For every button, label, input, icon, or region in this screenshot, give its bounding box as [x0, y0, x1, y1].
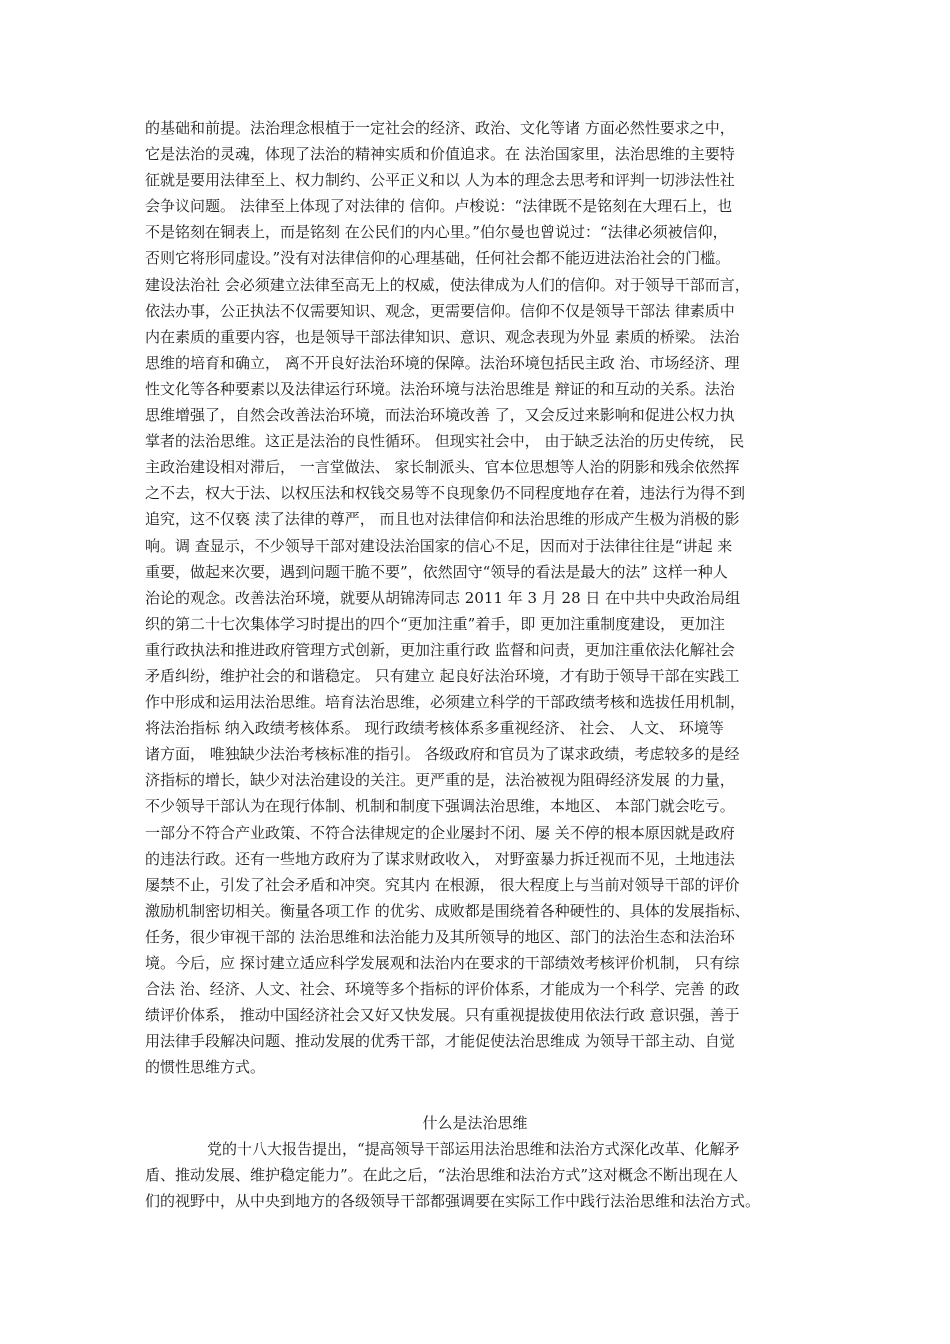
text-line: 的惯性思维方式。 — [145, 1058, 266, 1077]
text-line: 征就是要用法律至上、权力制约、公平正义和以 人为本的理念去思考和评判一切涉法性社 — [145, 171, 735, 190]
text-line: 性文化等各种要素以及法律运行环境。法治环境与法治思维是 辩证的和互动的关系。法治 — [145, 379, 735, 398]
text-line: 们的视野中，从中央到地方的各级领导干部都强调要在实际工作中践行法治思维和法治方式。 — [145, 1192, 761, 1211]
text-line: 绩评价体系， 推动中国经济社会又好又快发展。只有重视提拔使用依法行政 意识强，善于 — [145, 1006, 740, 1025]
text-line: 之不去，权大于法、以权压法和权钱交易等不良现象仍不同程度地存在着，违法行为得不到 — [145, 484, 746, 503]
text-line: 不少领导干部认为在现行体制、机制和制度下强调法治思维，本地区、 本部门就会吃亏。 — [145, 797, 735, 816]
text-line: 它是法治的灵魂，体现了法治的精神实质和价值追求。在 法治国家里，法治思维的主要特 — [145, 145, 735, 164]
text-line: 境。今后，应 探讨建立适应科学发展观和法治内在要求的干部绩效考核评价机制， 只有综 — [145, 954, 740, 972]
text-line: 济指标的增长，缺少对法治建设的关注。更严重的是，法治被视为阻碍经济发展 的力量， — [145, 771, 735, 790]
text-line: 作中形成和运用法治思维。培育法治思维，必须建立科学的干部政绩考核和选拔任用机制， — [145, 693, 746, 712]
text-line: 合法 治、经济、人文、社会、环境等多个指标的评价体系，才能成为一个科学、完善 的政 — [145, 980, 740, 999]
text-line: 依法办事，公正执法不仅需要知识、观念，更需要信仰。信仰不仅是领导干部法 律素质中 — [145, 301, 735, 320]
section-title: 什么是法治思维 — [422, 1114, 528, 1132]
text-line: 屡禁不止，引发了社会矛盾和冲突。究其内 在根源， 很大程度上与当前对领导干部的评价 — [145, 875, 740, 894]
text-line: 内在素质的重要内容，也是领导干部法律知识、意识、观念表现为外显 素质的桥梁。 法治 — [145, 327, 740, 346]
text-line: 会争议问题。 法律至上体现了对法律的 信仰。卢梭说：“法律既不是铭刻在大理石上，也 — [145, 197, 733, 216]
text-line: 掌者的法治思维。这正是法治的良性循环。 但现实社会中， 由于缺乏法治的历史传统， 民 — [145, 432, 745, 451]
text-line: 的基础和前提。法治理念根植于一定社会的经济、政治、文化等诸 方面必然性要求之中， — [145, 119, 735, 137]
text-line: 追究，这不仅亵 渎了法律的尊严， 而且也对法律信仰和法治思维的形成产生极为消极的影 — [145, 510, 740, 529]
text-line: 织的第二十七次集体学习时提出的四个“更加注重”着手，即 更加注重制度建设， 更加注 — [145, 614, 725, 633]
text-line: 主政治建设相对滞后， 一言堂做法、 家长制派头、官本位思想等人治的阴影和残余依然挥 — [145, 458, 740, 477]
text-line: 党的十八大报告提出，“提高领导干部运用法治思维和法治方式深化改革、化解矛 — [207, 1140, 740, 1158]
text-line: 激励机制密切相关。衡量各项工作 的优劣、成败都是围绕着各种硬性的、具体的发展指标、 — [145, 901, 750, 920]
text-line: 治论的观念。改善法治环境，就要从胡锦涛同志 2011 年 3 月 28 日 在中共中央政治局组 — [145, 588, 741, 607]
intro-paragraph — [145, 1136, 825, 1214]
text-line: 思维的培育和确立， 离不开良好法治环境的保障。法治环境包括民主政 治、市场经济、理 — [145, 353, 740, 372]
text-line: 一部分不符合产业政策、不符合法律规定的企业屡封不闭、屡 关不停的根本原因就是政府 — [145, 823, 735, 842]
text-line: 将法治指标 纳入政绩考核体系。 现行政绩考核体系多重视经济、 社会、 人文、 环境等 — [145, 719, 724, 738]
text-line: 思维增强了，自然会改善法治环境，而法治环境改善 了，又会反过来影响和促进公权力执 — [145, 406, 735, 425]
text-line: 重行政执法和推进政府管理方式创新，更加注重行政 监督和问责，更加注重依法化解社会 — [145, 640, 735, 659]
text-line: 不是铭刻在铜表上，而是铭刻 在公民们的内心里。”伯尔曼也曾说过：“法律必须被信仰， — [145, 223, 728, 242]
text-line: 用法律手段解决问题、推动发展的优秀干部，才能促使法治思维成 为领导干部主动、自觉 — [145, 1032, 735, 1051]
text-line: 否则它将形同虚设。”没有对法律信仰的心理基础，任何社会都不能迈进法治社会的门槛。 — [145, 249, 731, 268]
text-line: 矛盾纠纷，维护社会的和谐稳定。 只有建立 起良好法治环境，才有助于领导干部在实践工 — [145, 666, 740, 685]
text-line: 的违法行政。还有一些地方政府为了谋求财政收入， 对野蛮暴力拆迁视而不见，土地违法 — [145, 849, 735, 868]
body-paragraph — [145, 115, 825, 1080]
text-line: 诸方面， 唯独缺少法治考核标准的指引。 各级政府和官员为了谋求政绩，考虑较多的是经 — [145, 745, 740, 764]
text-line: 建设法治社 会必须建立法律至高无上的权威，使法律成为人们的信仰。对于领导干部而言， — [145, 275, 750, 294]
text-line: 任务，很少审视干部的 法治思维和法治能力及其所领导的地区、部门的法治生态和法治环 — [145, 927, 735, 946]
text-line: 盾、推动发展、维护稳定能力”。在此之后，“法治思维和法治方式”这对概念不断出现在人 — [145, 1166, 739, 1185]
text-line: 响。调 查显示，不少领导干部对建设法治国家的信心不足，因而对于法律往往是“讲起 来 — [145, 536, 733, 555]
text-line: 重要，做起来次要，遇到问题干脆不要”，依然固守“领导的看法是最大的法” 这样一种人 — [145, 562, 728, 581]
